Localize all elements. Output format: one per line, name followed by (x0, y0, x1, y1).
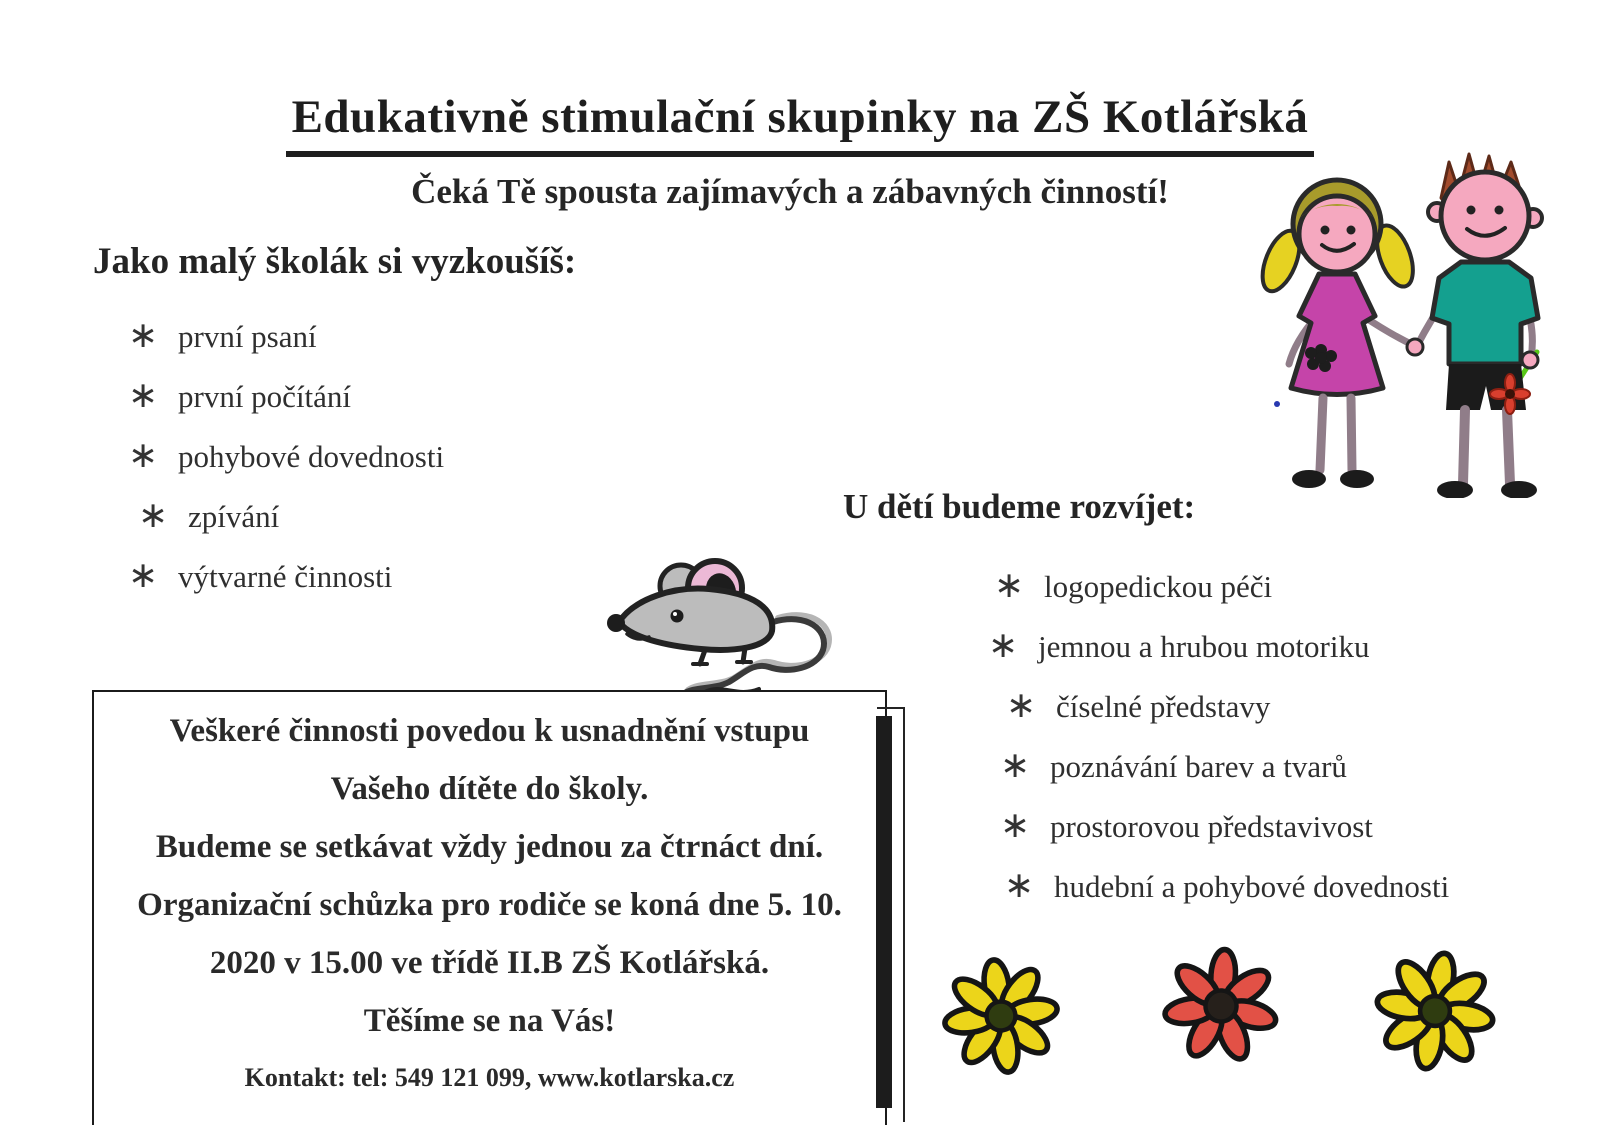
list-item (128, 486, 444, 546)
list-item (988, 556, 1449, 616)
list-item-label: jemnou a hrubou motoriku (1038, 629, 1370, 664)
boy-figure (1407, 154, 1542, 498)
flower-icon-yellow-left (932, 947, 1070, 1085)
schoolkid-activities-list (128, 306, 444, 606)
contact-line: Kontakt: tel: 549 121 099, www.kotlarska.cz (244, 1063, 735, 1092)
info-line: Budeme se setkávat vždy jednou za čtrnáct dní. (155, 829, 824, 865)
list-item-label: zpívání (188, 499, 280, 534)
list-item (128, 366, 444, 426)
mouse-illustration (593, 538, 855, 710)
list-item (128, 426, 444, 486)
asterisk-bullet-icon: ∗ (988, 625, 1019, 666)
list-item-label: číselné představy (1056, 689, 1271, 724)
asterisk-bullet-icon: ∗ (1000, 805, 1031, 846)
asterisk-bullet-icon: ∗ (128, 375, 159, 416)
list-item-label: poznávání barev a tvarů (1050, 749, 1347, 784)
development-areas-list (988, 556, 1449, 916)
list-item (988, 856, 1449, 916)
list-item-label: výtvarné činnosti (178, 559, 393, 594)
list-item-label: první počítání (178, 379, 352, 414)
list-item-label: hudební a pohybové dovednosti (1054, 869, 1450, 904)
list-item (128, 306, 444, 366)
list-item (988, 616, 1449, 676)
schoolkid-section-heading: Jako malý školák si vyzkoušíš: (93, 241, 577, 282)
list-item (988, 676, 1449, 736)
asterisk-bullet-icon: ∗ (128, 315, 159, 356)
asterisk-bullet-icon: ∗ (1000, 745, 1031, 786)
info-line: Těšíme se na Vás! (363, 1003, 616, 1039)
flower-icon-red-middle (1156, 941, 1286, 1071)
list-item-label: prostorovou představivost (1050, 809, 1373, 844)
flyer-subtitle: Čeká Tě spousta zajímavých a zábavných činností! (411, 172, 1169, 211)
list-item (988, 796, 1449, 856)
flyer-title: Edukativně stimulační skupinky na ZŠ Kotlářská (286, 90, 1315, 157)
list-item (988, 736, 1449, 796)
asterisk-bullet-icon: ∗ (1004, 865, 1035, 906)
development-section-heading: U dětí budeme rozvíjet: (843, 487, 1196, 526)
list-item-label: první psaní (178, 319, 317, 354)
info-line: Veškeré činnosti povedou k usnadnění vstupu (169, 713, 810, 749)
info-box (92, 690, 887, 1125)
girl-figure (1255, 180, 1420, 488)
list-item (128, 546, 444, 606)
asterisk-bullet-icon: ∗ (128, 555, 159, 596)
list-item-label: pohybové dovednosti (178, 439, 445, 474)
children-holding-hands-illustration (1225, 146, 1545, 498)
scan-offset-border-top (877, 707, 905, 709)
asterisk-bullet-icon: ∗ (128, 435, 159, 476)
info-line: Organizační schůzka pro rodiče se koná dne 5. 10. (137, 887, 842, 923)
list-item-label: logopedickou péči (1044, 569, 1273, 604)
info-line: Vašeho dítěte do školy. (330, 771, 649, 807)
asterisk-bullet-icon: ∗ (994, 565, 1025, 606)
info-line: 2020 v 15.00 ve třídě II.B ZŠ Kotlářská. (209, 945, 770, 981)
asterisk-bullet-icon: ∗ (1006, 685, 1037, 726)
flower-icon-yellow-right (1362, 938, 1508, 1084)
scan-artifact-bar (876, 716, 892, 1108)
asterisk-bullet-icon: ∗ (138, 495, 169, 536)
scan-offset-border-right (903, 708, 905, 1122)
